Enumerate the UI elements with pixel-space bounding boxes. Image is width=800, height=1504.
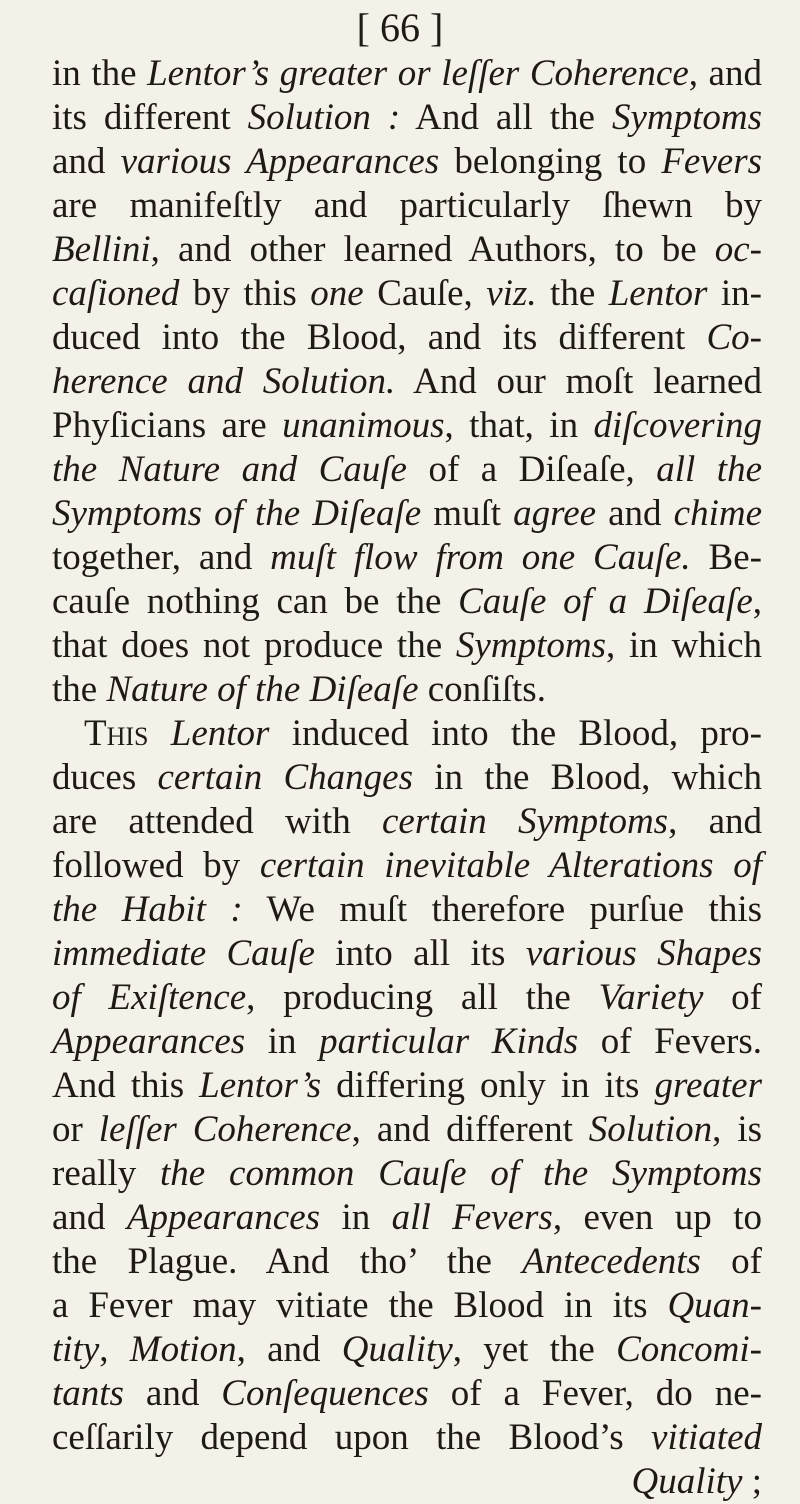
text-span: ceſſarily depend upon the Blood’s — [52, 1417, 652, 1458]
text-line — [52, 96, 762, 140]
italic-span: caſioned — [52, 273, 180, 314]
text-span: muſt — [421, 493, 514, 534]
italic-span: viz. — [486, 273, 537, 314]
text-line — [52, 140, 762, 184]
text-span: differing only in its — [321, 1065, 655, 1106]
text-span: Cauſe, — [363, 273, 487, 314]
text-span: , that, in — [444, 405, 594, 446]
italic-span: Appearances — [126, 1197, 321, 1238]
italic-span: various Appearances — [120, 141, 440, 182]
italic-span: the common Cauſe of the Symptoms — [160, 1153, 762, 1194]
italic-span: Fevers — [661, 141, 762, 182]
text-span: , — [99, 1329, 130, 1370]
italic-span: Cauſe of a Diſeaſe — [458, 581, 753, 622]
text-span: , producing all the — [246, 977, 599, 1018]
italic-span: certain Symptoms — [381, 801, 669, 842]
italic-span: Symptoms of the Diſeaſe — [52, 493, 422, 534]
italic-span: muſt flow from one Cauſe. — [270, 537, 691, 578]
text-span: conſiſts. — [418, 669, 546, 710]
italic-span: the Nature and Cauſe — [52, 449, 407, 490]
text-span: And all the — [400, 97, 612, 138]
text-span: or — [52, 1109, 99, 1150]
text-span: are attended with — [52, 801, 382, 842]
italic-span: Lentor — [170, 713, 270, 754]
text-line — [52, 1328, 762, 1372]
text-span: We muſt therefore purſue this — [242, 889, 762, 930]
text-line — [52, 1372, 762, 1416]
italic-span: various Shapes — [525, 933, 762, 974]
text-line — [52, 492, 762, 536]
italic-span: Symptoms — [455, 625, 606, 666]
italic-span: immediate Cauſe — [52, 933, 315, 974]
text-span: duces — [52, 757, 158, 798]
text-span: and — [52, 1197, 127, 1238]
text-span: and — [52, 141, 121, 182]
text-span: the Plague. And tho’ the — [52, 1241, 523, 1282]
text-span: that does not produce the — [52, 625, 456, 666]
italic-span: Concomi- — [616, 1329, 763, 1370]
italic-span: one — [310, 273, 364, 314]
text-span: , yet the — [452, 1329, 617, 1370]
italic-span: diſcovering — [593, 405, 762, 446]
text-span: , and — [688, 53, 762, 94]
text-span: of — [703, 977, 762, 1018]
text-span: Phyſicians are — [52, 405, 283, 446]
italic-span: Appearances — [52, 1021, 246, 1062]
italic-span: unanimous — [282, 405, 445, 446]
text-span: And our moſt learned — [395, 361, 762, 402]
text-line — [52, 1416, 762, 1460]
italic-span: Nature of the Diſeaſe — [106, 669, 419, 710]
text-span: , and — [236, 1329, 342, 1370]
text-line — [52, 800, 762, 844]
italic-span: the Habit : — [52, 889, 243, 930]
italic-span: leſſer Coherence — [98, 1109, 352, 1150]
text-span: induced into the Blood, pro- — [269, 713, 762, 754]
text-span: followed by — [52, 845, 260, 886]
text-span: in- — [707, 273, 762, 314]
text-span: , even up to — [552, 1197, 762, 1238]
text-span: , is — [712, 1109, 762, 1150]
text-span: of Fevers. — [578, 1021, 763, 1062]
italic-span: tity — [52, 1329, 100, 1370]
text-line — [52, 360, 762, 404]
italic-span: Solution — [588, 1109, 713, 1150]
text-span: in the — [52, 53, 148, 94]
text-span: of — [700, 1241, 762, 1282]
text-line — [52, 1240, 762, 1284]
text-span: cauſe nothing can be the — [52, 581, 459, 622]
text-span: a Fever may vitiate the Blood in its — [52, 1285, 668, 1326]
italic-span: Lentor’s — [199, 1065, 322, 1106]
text-span: Be- — [690, 537, 762, 578]
italic-span: of Exiſtence — [52, 977, 247, 1018]
text-line — [52, 932, 762, 976]
text-span: and — [596, 493, 674, 534]
italic-span: all the — [656, 449, 762, 490]
text-line — [52, 1108, 762, 1152]
text-line — [52, 404, 762, 448]
text-span: , and — [668, 801, 762, 842]
italic-span: Variety — [598, 977, 704, 1018]
text-span: ; — [742, 1461, 762, 1502]
text-line — [52, 1460, 762, 1504]
italic-span: greater — [654, 1065, 763, 1106]
text-line — [52, 1020, 762, 1064]
text-span: the — [536, 273, 609, 314]
text-span: , in which — [605, 625, 763, 666]
italic-span: Bellini — [52, 229, 151, 270]
italic-span: agree — [513, 493, 597, 534]
text-span: And this — [52, 1065, 200, 1106]
text-span: belonging to — [439, 141, 662, 182]
text-span: , and different — [351, 1109, 589, 1150]
italic-span: Co- — [706, 317, 762, 358]
text-line — [52, 536, 762, 580]
text-line — [52, 1152, 762, 1196]
text-line — [52, 448, 762, 492]
italic-span: Conſequences — [221, 1373, 429, 1414]
text-span: , — [752, 581, 762, 622]
italic-span: all Fevers — [391, 1197, 553, 1238]
text-span: are manifeſtly and particularly ſhewn by — [52, 185, 762, 226]
italic-span: Symptoms — [611, 97, 762, 138]
text-span: This — [84, 713, 149, 754]
text-span: together, and — [52, 537, 271, 578]
italic-span: oc- — [714, 229, 762, 270]
page-number: [ 66 ] — [356, 5, 444, 50]
text-line — [52, 624, 762, 668]
italic-span: vitiated — [651, 1417, 762, 1458]
italic-span: particular Kinds — [319, 1021, 579, 1062]
text-span: the — [52, 669, 107, 710]
text-line — [52, 1196, 762, 1240]
text-line — [52, 228, 762, 272]
italic-span: Antecedents — [522, 1241, 701, 1282]
text-line — [52, 1284, 762, 1328]
text-span: of a Fever, do ne- — [428, 1373, 762, 1414]
italic-span: Solution : — [247, 97, 401, 138]
text-line — [52, 712, 762, 756]
text-line — [52, 52, 762, 96]
italic-span: Quality — [631, 1461, 743, 1502]
text-span — [149, 713, 171, 754]
italic-span: Lentor — [608, 273, 708, 314]
text-span: in — [320, 1197, 392, 1238]
italic-span: herence and Solution. — [52, 361, 396, 402]
text-line — [52, 668, 762, 712]
italic-span: chime — [673, 493, 762, 534]
italic-span: Lentor’s greater or leſſer Coherence — [147, 53, 689, 94]
text-line — [52, 976, 762, 1020]
italic-span: Quality — [341, 1329, 453, 1370]
italic-span: Quan- — [667, 1285, 762, 1326]
text-span: by this — [179, 273, 311, 314]
italic-span: certain Changes — [157, 757, 413, 798]
text-span: in — [245, 1021, 320, 1062]
text-span: into all its — [314, 933, 526, 974]
text-line — [52, 1064, 762, 1108]
text-line — [52, 756, 762, 800]
italic-span: Motion — [129, 1329, 237, 1370]
text-line — [52, 580, 762, 624]
text-line — [52, 888, 762, 932]
text-span: its different — [52, 97, 248, 138]
body-text — [52, 52, 762, 1504]
text-span: and — [123, 1373, 222, 1414]
italic-span: tants — [52, 1373, 124, 1414]
text-span: in the Blood, which — [413, 757, 762, 798]
text-line — [52, 272, 762, 316]
text-span: of a Diſeaſe, — [406, 449, 657, 490]
text-line — [52, 844, 762, 888]
text-line — [52, 316, 762, 360]
text-span: , and other learned Authors, to be — [150, 229, 715, 270]
italic-span: certain inevitable Alterations of — [259, 845, 762, 886]
text-line — [52, 184, 762, 228]
text-span: really — [52, 1153, 161, 1194]
text-span: duced into the Blood, and its different — [52, 317, 707, 358]
